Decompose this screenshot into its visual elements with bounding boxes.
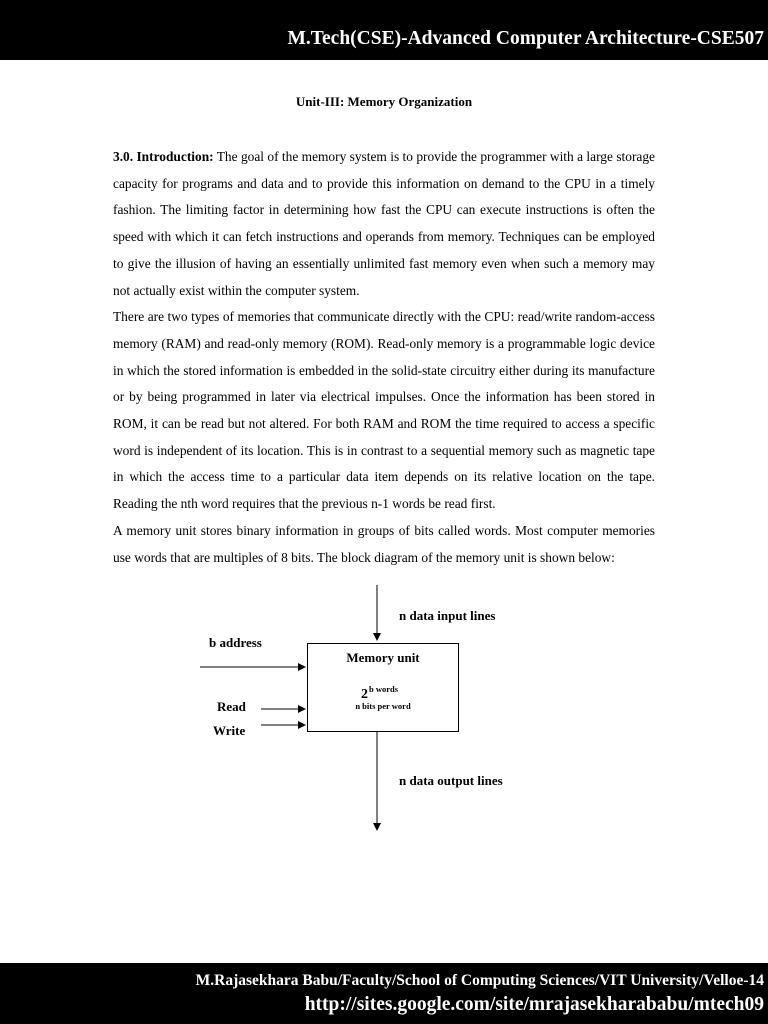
document-body [113,144,655,571]
intro-text: The goal of the memory system is to provide the programmer with a large storage capacity for programs and data and to provide this information on demand to the CPU in a timely fashion. The limiting factor in determining how fast the CPU can execute instructions is often the speed with which it can fetch instructions and operands from memory. Techniques can be employed to give the illusion of having an essentially unlimited fast memory even when such a memory may not actually exist within the computer system. [113,149,655,298]
input-lines-label: n data input lines [399,608,496,623]
memory-unit-box [307,643,459,732]
words-exponent: b words [369,684,399,694]
paragraph-memory-types: There are two types of memories that communicate directly with the CPU: read/write random-access memory (RAM) and read-only memory (ROM). Read-only memory is a programmable logic device in which the stored information is embedded in the solid-state circuitry either during its manufacture or by being programmed in later via electrical impulses. Once the information has been stored in ROM, it can be read but not altered. For both RAM and ROM the time required to access a specific word is independent of its location. This is in contrast to a sequential memory such as magnetic tape in which the access time to a particular data item depends on its relative location on the tape. Reading the nth word requires that the previous n-1 words be read first. [113,309,655,512]
intro-label: 3.0. Introduction: [113,149,214,164]
memory-unit-bits: n bits per word [355,701,411,711]
output-lines-label: n data output lines [399,773,503,788]
write-label: Write [213,723,246,738]
unit-title: Unit-III: Memory Organization [295,94,473,109]
read-label: Read [217,699,246,714]
intro-paragraph [113,144,655,304]
paragraph-memory-unit: A memory unit stores binary information in groups of bits called words. Most computer memories use words that are multiples of 8 bits. The block diagram of the memory unit is shown below: [113,522,655,565]
footer-author: M.Rajasekhara Babu/Faculty/School of Computing Sciences/VIT University/Velloe-14 [195,972,764,989]
header-title: M.Tech(CSE)-Advanced Computer Architecture-CSE507 [287,28,764,49]
footer-url: http://sites.google.com/site/mrajasekharababu/mtech09 [304,994,764,1015]
address-label: b address [209,635,262,650]
memory-unit-title: Memory unit [346,650,420,665]
words-base: 2 [361,687,368,702]
